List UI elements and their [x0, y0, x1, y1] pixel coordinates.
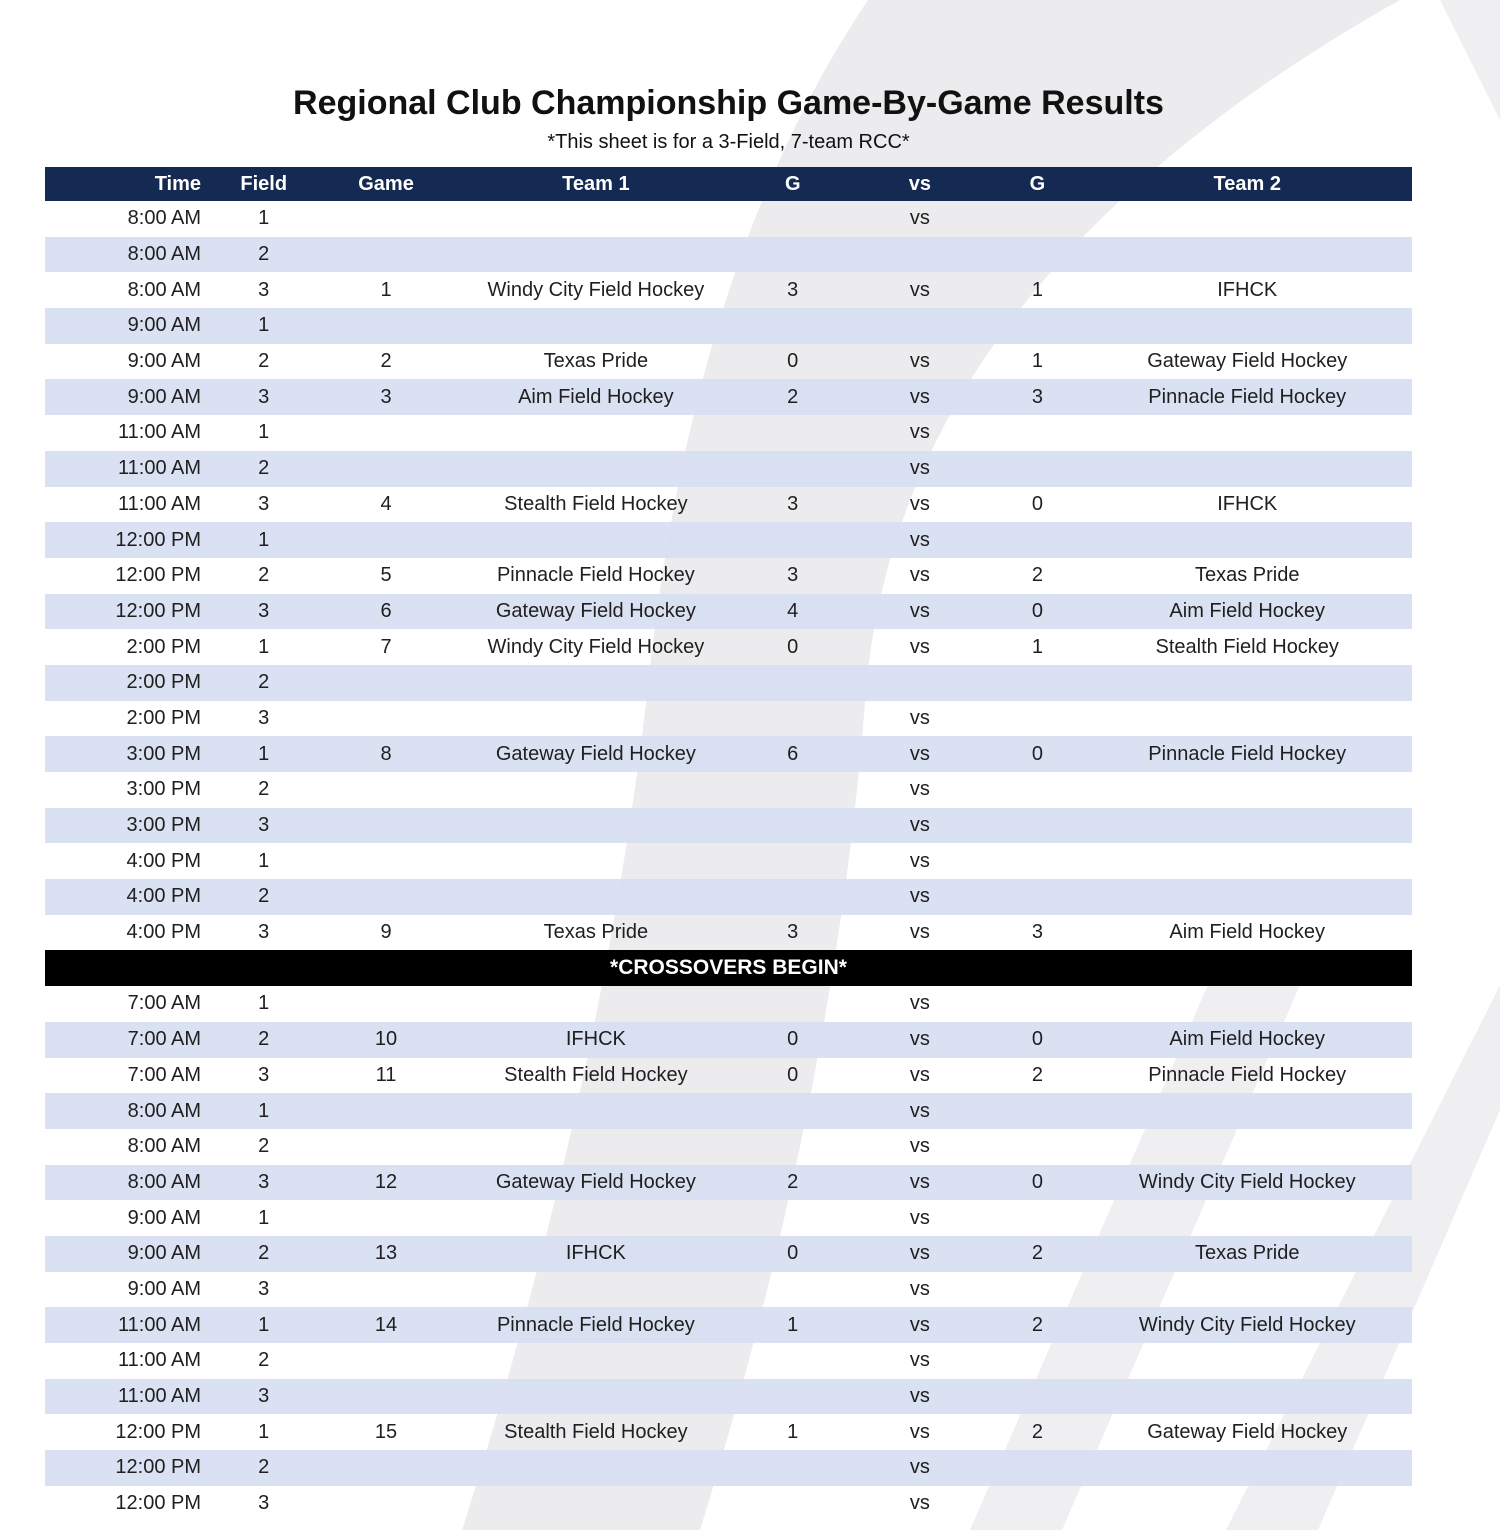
cell-field: 3 — [258, 1277, 270, 1300]
cell-team2: Texas Pride — [1194, 564, 1300, 587]
cell-field: 2 — [258, 778, 270, 801]
cell-g1: 2 — [787, 385, 799, 408]
cell-field: 2 — [258, 1242, 270, 1265]
table-row — [45, 522, 1412, 558]
column-header-g1: G — [784, 172, 801, 195]
cell-team2: Windy City Field Hockey — [1138, 1313, 1356, 1336]
table-row — [45, 1058, 1412, 1094]
cell-field: 3 — [258, 599, 270, 622]
cell-field: 3 — [258, 1385, 270, 1408]
cell-game: 5 — [380, 564, 392, 587]
cell-g1: 3 — [787, 564, 799, 587]
cell-field: 1 — [258, 1313, 270, 1336]
cell-game: 8 — [380, 742, 392, 765]
table-row — [45, 665, 1412, 701]
crossovers-banner: *CROSSOVERS BEGIN* — [45, 950, 1412, 986]
cell-team2: IFHCK — [1217, 492, 1278, 515]
cell-team1: IFHCK — [565, 1028, 626, 1051]
cell-field: 1 — [258, 1206, 270, 1229]
page-title: Regional Club Championship Game-By-Game Results — [293, 84, 1164, 122]
cell-vs: vs — [909, 492, 930, 515]
table-row — [45, 1343, 1412, 1379]
cell-field: 2 — [258, 564, 270, 587]
cell-time: 11:00 AM — [118, 1349, 202, 1372]
cell-time: 7:00 AM — [127, 1028, 202, 1051]
cell-time: 11:00 AM — [118, 492, 202, 515]
cell-game: 6 — [380, 599, 392, 622]
cell-game: 14 — [374, 1313, 398, 1336]
cell-time: 4:00 PM — [126, 849, 202, 872]
cell-team1: Pinnacle Field Hockey — [496, 1313, 695, 1336]
cell-g2: 0 — [1031, 1170, 1043, 1193]
cell-field: 2 — [258, 1349, 270, 1372]
table-row — [45, 451, 1412, 487]
table-row — [45, 308, 1412, 344]
cell-field: 3 — [258, 385, 270, 408]
cell-time: 7:00 AM — [127, 992, 202, 1015]
cell-time: 8:00 AM — [127, 207, 202, 230]
table-row — [45, 1379, 1412, 1415]
table-row — [45, 1272, 1412, 1308]
cell-team1: Texas Pride — [543, 921, 649, 944]
table-row — [45, 379, 1412, 415]
cell-g2: 2 — [1031, 1420, 1043, 1443]
cell-time: 9:00 AM — [127, 1242, 202, 1265]
cell-vs: vs — [909, 528, 930, 551]
cell-field: 1 — [258, 528, 270, 551]
cell-g2: 2 — [1031, 564, 1043, 587]
cell-team2: Aim Field Hockey — [1169, 599, 1326, 622]
cell-field: 1 — [258, 849, 270, 872]
cell-field: 1 — [258, 421, 270, 444]
table-row — [45, 415, 1412, 451]
cell-time: 12:00 PM — [115, 1456, 202, 1479]
cell-field: 3 — [258, 1063, 270, 1086]
cell-g2: 2 — [1031, 1063, 1043, 1086]
cell-team1: Stealth Field Hockey — [504, 1063, 688, 1086]
cell-team2: Aim Field Hockey — [1169, 921, 1326, 944]
cell-g1: 0 — [787, 1063, 799, 1086]
cell-team1: Windy City Field Hockey — [487, 635, 705, 658]
cell-g1: 2 — [787, 1170, 799, 1193]
table-row — [45, 808, 1412, 844]
cell-time: 11:00 AM — [118, 421, 202, 444]
table-row — [45, 701, 1412, 737]
cell-field: 2 — [258, 243, 270, 266]
cell-field: 3 — [258, 278, 270, 301]
column-header-vs: vs — [908, 172, 931, 195]
cell-field: 1 — [258, 1099, 270, 1122]
cell-field: 1 — [258, 635, 270, 658]
cell-vs: vs — [909, 207, 930, 230]
cell-g1: 0 — [787, 635, 799, 658]
cell-field: 3 — [258, 492, 270, 515]
cell-game: 4 — [380, 492, 392, 515]
cell-g2: 0 — [1031, 1028, 1043, 1051]
cell-team1: IFHCK — [565, 1242, 626, 1265]
cell-time: 2:00 PM — [126, 671, 202, 694]
cell-g1: 0 — [787, 1242, 799, 1265]
table-row — [45, 487, 1412, 523]
cell-time: 2:00 PM — [126, 706, 202, 729]
cell-field: 2 — [258, 1135, 270, 1158]
cell-vs: vs — [909, 885, 930, 908]
table-row — [45, 272, 1412, 308]
cell-field: 2 — [258, 885, 270, 908]
cell-vs: vs — [909, 1242, 930, 1265]
cell-g2: 0 — [1031, 492, 1043, 515]
cell-vs: vs — [909, 814, 930, 837]
table-row — [45, 843, 1412, 879]
cell-team2: Windy City Field Hockey — [1138, 1170, 1356, 1193]
cell-game: 15 — [374, 1420, 398, 1443]
cell-vs: vs — [909, 1492, 930, 1515]
cell-g2: 2 — [1031, 1242, 1043, 1265]
column-header-time: Time — [154, 172, 202, 195]
cell-time: 3:00 PM — [126, 778, 202, 801]
cell-field: 1 — [258, 314, 270, 337]
cell-time: 8:00 AM — [127, 1099, 202, 1122]
cell-vs: vs — [909, 1313, 930, 1336]
cell-team1: Texas Pride — [543, 350, 649, 373]
table-row — [45, 772, 1412, 808]
cell-time: 3:00 PM — [126, 742, 202, 765]
cell-game: 11 — [375, 1063, 397, 1086]
table-row — [45, 1200, 1412, 1236]
table-row — [45, 879, 1412, 915]
cell-vs: vs — [909, 421, 930, 444]
cell-g1: 4 — [787, 599, 799, 622]
cell-vs: vs — [909, 1028, 930, 1051]
cell-vs: vs — [909, 849, 930, 872]
cell-field: 2 — [258, 671, 270, 694]
cell-field: 3 — [258, 921, 270, 944]
cell-game: 2 — [380, 350, 392, 373]
cell-vs: vs — [909, 1349, 930, 1372]
cell-g1: 0 — [787, 350, 799, 373]
cell-game: 13 — [374, 1242, 398, 1265]
cell-vs: vs — [909, 921, 930, 944]
cell-game: 9 — [380, 921, 392, 944]
cell-team2: Gateway Field Hockey — [1147, 1420, 1348, 1443]
table-header-row — [45, 167, 1412, 201]
cell-team1: Pinnacle Field Hockey — [496, 564, 695, 587]
table-row — [45, 1307, 1412, 1343]
cell-vs: vs — [909, 1420, 930, 1443]
cell-field: 3 — [258, 1170, 270, 1193]
cell-vs: vs — [909, 1277, 930, 1300]
cell-time: 3:00 PM — [126, 814, 202, 837]
cell-vs: vs — [909, 1456, 930, 1479]
table-row — [45, 1129, 1412, 1165]
cell-vs: vs — [909, 1063, 930, 1086]
cell-team2: Texas Pride — [1194, 1242, 1300, 1265]
cell-team1: Stealth Field Hockey — [504, 1420, 688, 1443]
cell-team2: Aim Field Hockey — [1169, 1028, 1326, 1051]
cell-vs: vs — [909, 1135, 930, 1158]
cell-team1: Gateway Field Hockey — [495, 742, 696, 765]
cell-team2: Pinnacle Field Hockey — [1148, 742, 1347, 765]
cell-time: 2:00 PM — [126, 635, 202, 658]
table-row — [45, 1093, 1412, 1129]
cell-game: 1 — [380, 278, 392, 301]
cell-game: 12 — [374, 1170, 398, 1193]
table-row — [45, 237, 1412, 273]
table-row — [45, 915, 1412, 951]
cell-vs: vs — [909, 350, 930, 373]
table-row — [45, 594, 1412, 630]
cell-time: 4:00 PM — [126, 885, 202, 908]
column-header-team1: Team 1 — [562, 172, 630, 195]
cell-vs: vs — [909, 1385, 930, 1408]
table-row — [45, 736, 1412, 772]
cell-field: 2 — [258, 1028, 270, 1051]
cell-field: 3 — [258, 706, 270, 729]
table-row — [45, 344, 1412, 380]
cell-vs: vs — [909, 778, 930, 801]
cell-time: 11:00 AM — [118, 1385, 202, 1408]
cell-time: 12:00 PM — [115, 1420, 202, 1443]
cell-team1: Windy City Field Hockey — [487, 278, 705, 301]
cell-vs: vs — [909, 635, 930, 658]
cell-time: 9:00 AM — [127, 350, 202, 373]
cell-team2: IFHCK — [1217, 278, 1278, 301]
cell-vs: vs — [909, 742, 930, 765]
cell-g1: 3 — [787, 278, 799, 301]
results-table — [45, 167, 1412, 1521]
cell-field: 1 — [258, 1420, 270, 1443]
cell-vs: vs — [909, 1099, 930, 1122]
cell-team2: Gateway Field Hockey — [1147, 350, 1348, 373]
cell-vs: vs — [909, 599, 930, 622]
cell-vs: vs — [909, 564, 930, 587]
cell-g2: 3 — [1031, 385, 1043, 408]
column-header-game: Game — [358, 172, 414, 195]
cell-vs: vs — [909, 385, 930, 408]
cell-time: 8:00 AM — [127, 278, 202, 301]
cell-g1: 3 — [787, 492, 799, 515]
cell-time: 9:00 AM — [127, 314, 202, 337]
column-header-team2: Team 2 — [1213, 172, 1281, 195]
table-row — [45, 1486, 1412, 1522]
cell-time: 12:00 PM — [115, 599, 202, 622]
page-subtitle: *This sheet is for a 3-Field, 7-team RCC* — [547, 131, 910, 153]
cell-team1: Gateway Field Hockey — [495, 599, 696, 622]
cell-vs: vs — [909, 706, 930, 729]
cell-team2: Pinnacle Field Hockey — [1148, 1063, 1347, 1086]
table-body — [45, 201, 1412, 1521]
cell-g2: 2 — [1031, 1313, 1043, 1336]
table-row — [45, 1236, 1412, 1272]
cell-g1: 0 — [787, 1028, 799, 1051]
table-row — [45, 629, 1412, 665]
cell-g2: 3 — [1031, 921, 1043, 944]
cell-time: 11:00 AM — [118, 1313, 202, 1336]
cell-field: 1 — [258, 992, 270, 1015]
cell-time: 8:00 AM — [127, 1135, 202, 1158]
cell-vs: vs — [909, 1206, 930, 1229]
cell-g1: 1 — [787, 1313, 799, 1336]
cell-time: 12:00 PM — [115, 528, 202, 551]
cell-vs: vs — [909, 992, 930, 1015]
cell-vs: vs — [909, 457, 930, 480]
table-row — [45, 558, 1412, 594]
table-row — [45, 986, 1412, 1022]
cell-field: 2 — [258, 457, 270, 480]
cell-g2: 1 — [1031, 278, 1043, 301]
cell-time: 8:00 AM — [127, 1170, 202, 1193]
table-row — [45, 1414, 1412, 1450]
cell-time: 12:00 PM — [115, 564, 202, 587]
cell-field: 2 — [258, 1456, 270, 1479]
table-row — [45, 201, 1412, 237]
cell-team1: Aim Field Hockey — [518, 385, 674, 408]
cell-game: 10 — [374, 1028, 398, 1051]
column-header-field: Field — [240, 172, 288, 195]
cell-g2: 0 — [1031, 742, 1043, 765]
cell-team2: Stealth Field Hockey — [1155, 635, 1339, 658]
cell-game: 3 — [380, 385, 392, 408]
cell-game: 7 — [380, 635, 392, 658]
cell-field: 3 — [258, 814, 270, 837]
cell-field: 3 — [258, 1492, 270, 1515]
cell-field: 2 — [258, 350, 270, 373]
cell-time: 8:00 AM — [127, 243, 202, 266]
cell-team2: Pinnacle Field Hockey — [1148, 385, 1347, 408]
cell-time: 9:00 AM — [127, 1277, 202, 1300]
column-header-g2: G — [1029, 172, 1046, 195]
cell-g2: 1 — [1031, 635, 1043, 658]
table-row — [45, 1165, 1412, 1201]
cell-vs: vs — [909, 1170, 930, 1193]
cell-field: 1 — [258, 742, 270, 765]
cell-time: 9:00 AM — [127, 385, 202, 408]
cell-team1: Gateway Field Hockey — [495, 1170, 696, 1193]
cell-time: 7:00 AM — [127, 1063, 202, 1086]
table-row — [45, 1450, 1412, 1486]
cell-field: 1 — [258, 207, 270, 230]
cell-g1: 6 — [787, 742, 799, 765]
cell-g2: 1 — [1031, 350, 1043, 373]
cell-time: 12:00 PM — [115, 1492, 202, 1515]
cell-g2: 0 — [1031, 599, 1043, 622]
cell-vs: vs — [909, 278, 930, 301]
cell-time: 9:00 AM — [127, 1206, 202, 1229]
cell-g1: 1 — [787, 1420, 799, 1443]
cell-team1: Stealth Field Hockey — [504, 492, 688, 515]
cell-g1: 3 — [787, 921, 799, 944]
cell-time: 4:00 PM — [126, 921, 202, 944]
table-row — [45, 1022, 1412, 1058]
cell-time: 11:00 AM — [118, 457, 202, 480]
